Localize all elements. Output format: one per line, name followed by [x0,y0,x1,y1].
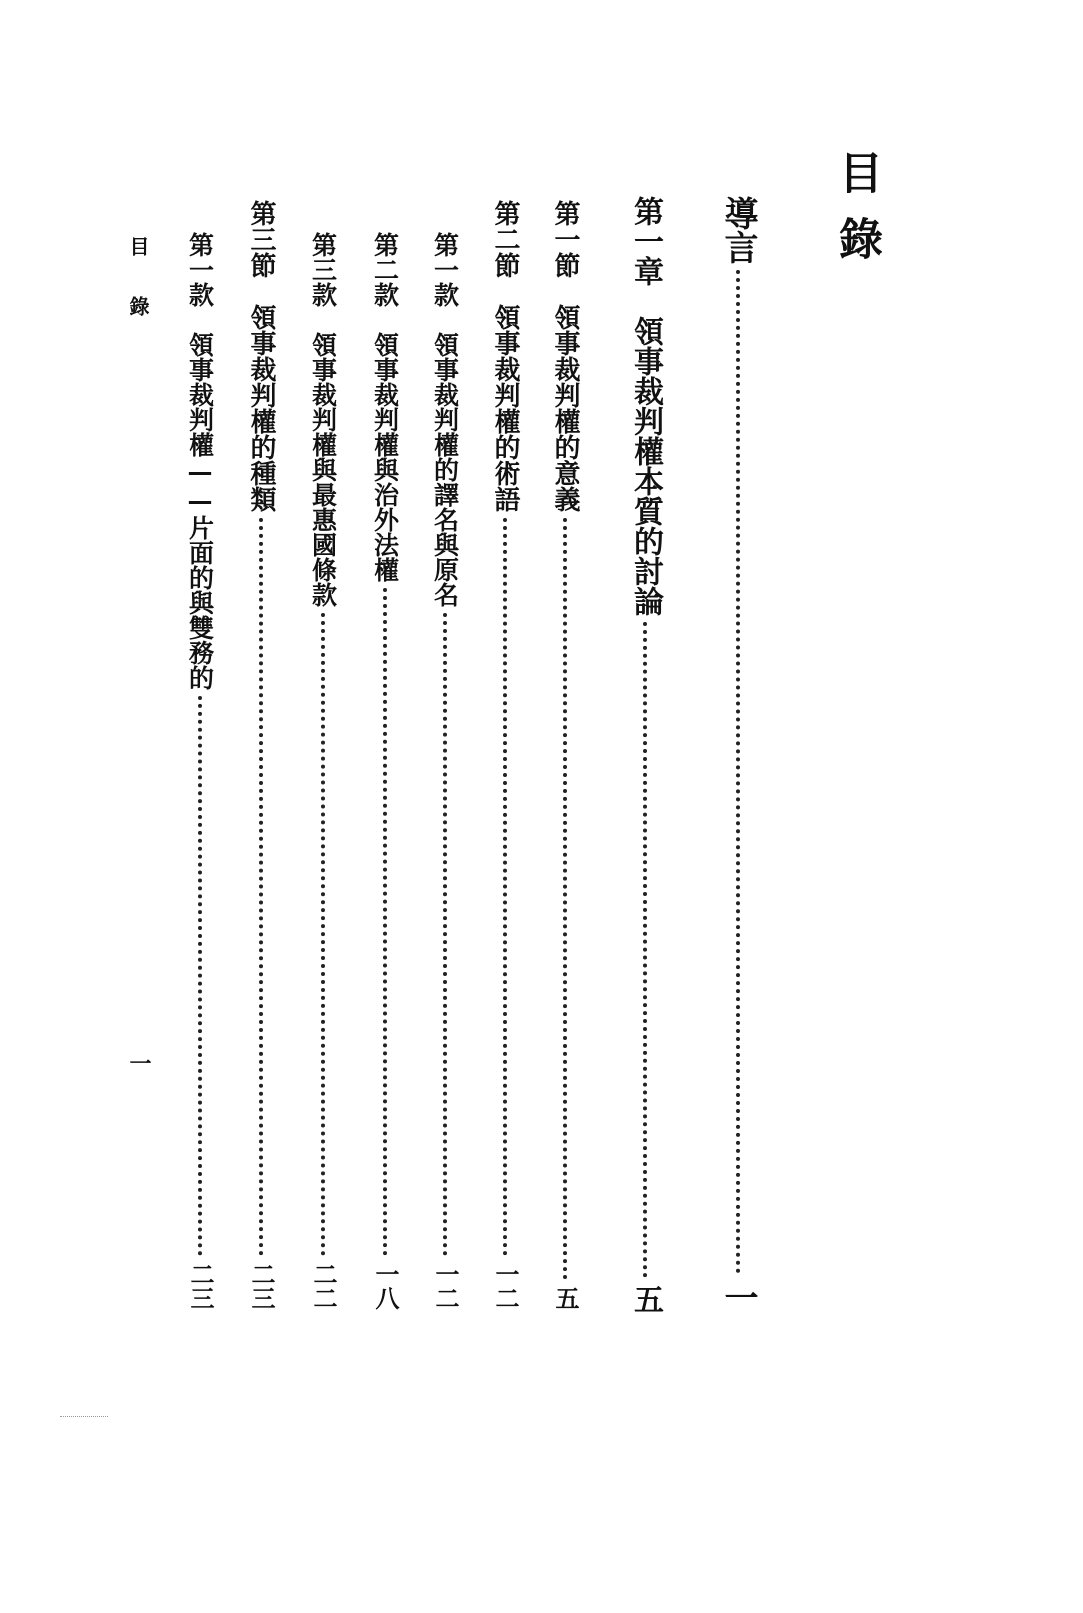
dot-leader [198,696,202,1256]
toc-entry-section-3[interactable] [244,200,278,1310]
toc-entry-title: 第三節 領事裁判權的種類 [246,200,276,512]
toc-entry-title: 第一款 領事裁判權——片面的與雙務的 [185,232,215,690]
toc-entry-title: 導言 [718,196,758,264]
running-head: 目錄 [126,236,150,356]
toc-entry-page: 二二 [309,1262,338,1310]
toc-entry-title: 第二節 領事裁判權的術語 [490,200,520,512]
toc-entry-article-1-unilateral-bilateral[interactable] [183,232,217,1310]
toc-entry-page: 一二 [491,1262,520,1310]
dot-leader [736,270,740,1274]
toc-entry-title: 第三款 領事裁判權與最惠國條款 [308,232,338,607]
dot-leader [321,613,325,1256]
page-title: 目錄 [831,150,882,282]
dot-leader [563,518,567,1280]
toc-entry-article-3[interactable] [306,232,340,1310]
toc-entry-section-2[interactable] [488,200,522,1310]
dot-leader [443,613,447,1256]
toc-entry-page: 二三 [247,1262,276,1310]
toc-entry-article-2[interactable] [368,232,402,1310]
toc-entry-title: 第一款 領事裁判權的譯名與原名 [430,232,460,607]
toc-entry-page: 一八 [371,1262,400,1310]
dot-leader [643,622,647,1278]
page-number: 一 [126,1052,152,1074]
toc-entry-introduction[interactable] [718,196,758,1314]
toc-entry-title: 第一章 領事裁判權本質的討論 [628,196,663,616]
toc-entry-section-1[interactable] [548,200,582,1310]
toc-entry-chapter-1[interactable] [625,196,665,1314]
toc-entry-title: 第二款 領事裁判權與治外法權 [370,232,400,582]
toc-entry-article-1[interactable] [428,232,462,1310]
toc-entry-page: 一 [718,1280,758,1314]
toc-entry-page: 一二 [431,1262,460,1310]
toc-entry-title: 第一節 領事裁判權的意義 [550,200,580,512]
toc-entry-page: 二三 [186,1262,215,1310]
toc-entry-page: 五 [551,1286,580,1310]
dot-leader [383,588,387,1256]
dot-leader [503,518,507,1256]
toc-entry-page: 五 [628,1284,663,1314]
scan-speck [60,1416,108,1418]
dot-leader [259,518,263,1256]
